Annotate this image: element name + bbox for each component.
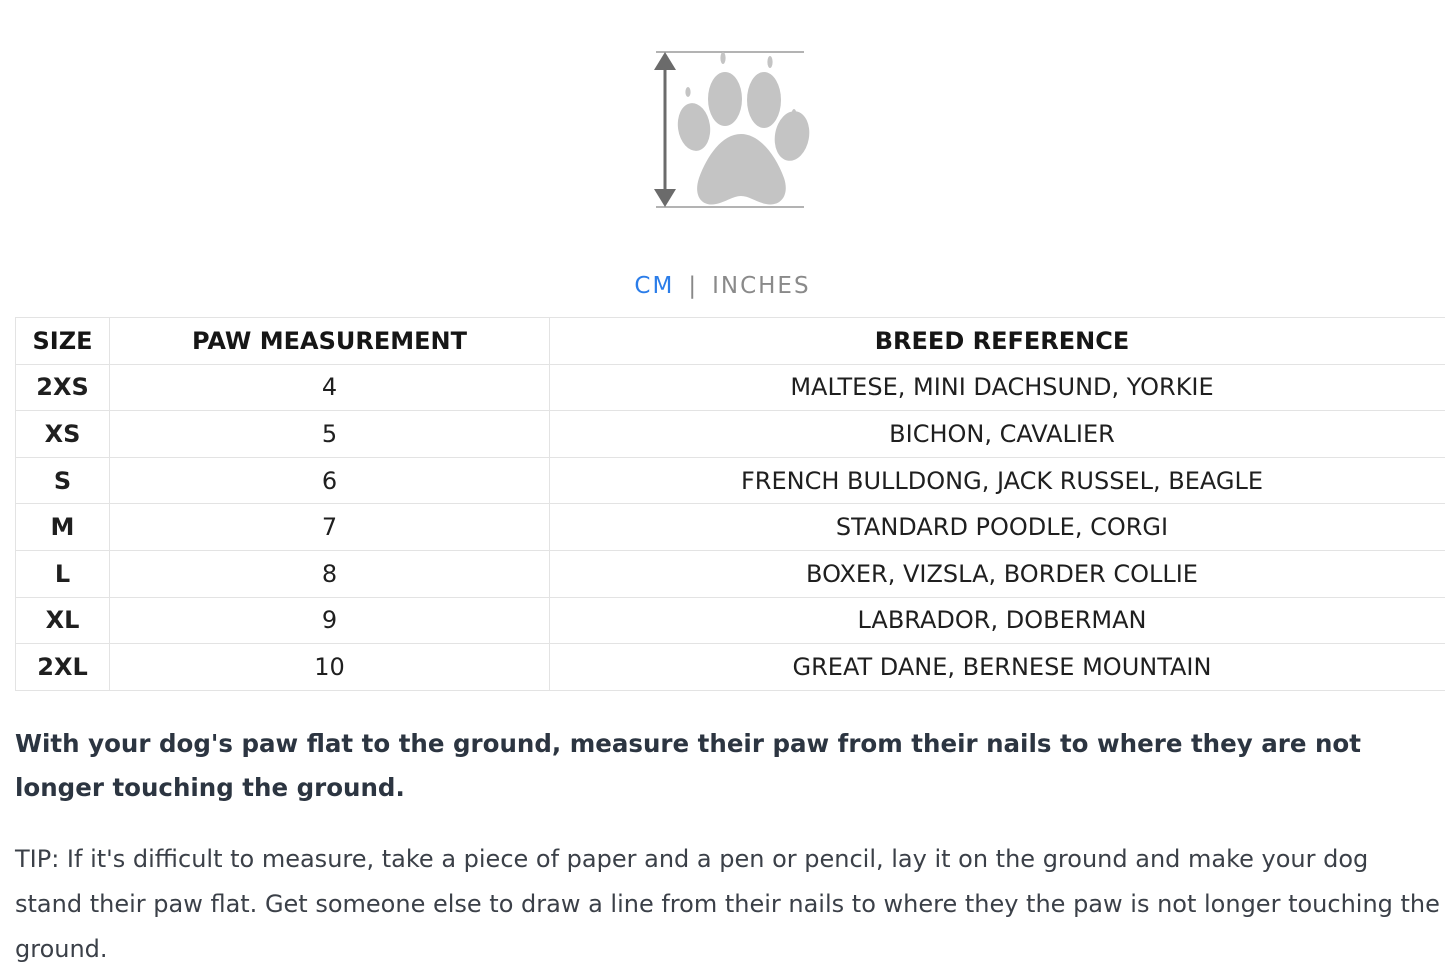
breed-cell: FRENCH BULLDONG, JACK RUSSEL, BEAGLE	[550, 457, 1445, 504]
unit-inches-option[interactable]: INCHES	[712, 273, 811, 299]
table-header-row	[16, 318, 1445, 365]
unit-cm-option[interactable]: CM	[634, 273, 675, 299]
table-row	[16, 411, 1445, 458]
paw-measurement-illustration	[648, 44, 816, 216]
breed-cell: BOXER, VIZSLA, BORDER COLLIE	[550, 550, 1445, 597]
measurement-tip: TIP: If it's difficult to measure, take a piece of paper and a pen or pencil, lay it on the ground and make your dog stand their paw flat. Get someone else to draw a line from their nails to where they the paw is not longer touching the ground.	[15, 845, 1440, 963]
unit-toggle	[0, 270, 1445, 302]
paw-cell: 9	[110, 597, 550, 644]
paw-cell: 7	[110, 504, 550, 551]
table-row	[16, 364, 1445, 411]
breed-cell: GREAT DANE, BERNESE MOUNTAIN	[550, 644, 1445, 691]
header-paw-measurement: PAW MEASUREMENT	[110, 318, 550, 365]
size-cell: XL	[16, 597, 110, 644]
table-row	[16, 644, 1445, 691]
table-row	[16, 597, 1445, 644]
paw-cell: 10	[110, 644, 550, 691]
table-row	[16, 457, 1445, 504]
size-cell: XS	[16, 411, 110, 458]
breed-cell: MALTESE, MINI DACHSUND, YORKIE	[550, 364, 1445, 411]
table-row	[16, 504, 1445, 551]
size-cell: L	[16, 550, 110, 597]
breed-cell: LABRADOR, DOBERMAN	[550, 597, 1445, 644]
unit-separator: |	[688, 273, 699, 299]
size-chart-table	[15, 317, 1445, 691]
measurement-instructions: With your dog's paw flat to the ground, measure their paw from their nails to where they are not longer touching the ground.	[15, 729, 1361, 802]
breed-cell: BICHON, CAVALIER	[550, 411, 1445, 458]
size-cell: 2XL	[16, 644, 110, 691]
paw-cell: 8	[110, 550, 550, 597]
header-breed-reference: BREED REFERENCE	[550, 318, 1445, 365]
paw-cell: 5	[110, 411, 550, 458]
header-size: SIZE	[16, 318, 110, 365]
paw-cell: 4	[110, 364, 550, 411]
paw-cell: 6	[110, 457, 550, 504]
size-cell: S	[16, 457, 110, 504]
table-row	[16, 550, 1445, 597]
size-cell: M	[16, 504, 110, 551]
size-cell: 2XS	[16, 364, 110, 411]
breed-cell: STANDARD POODLE, CORGI	[550, 504, 1445, 551]
